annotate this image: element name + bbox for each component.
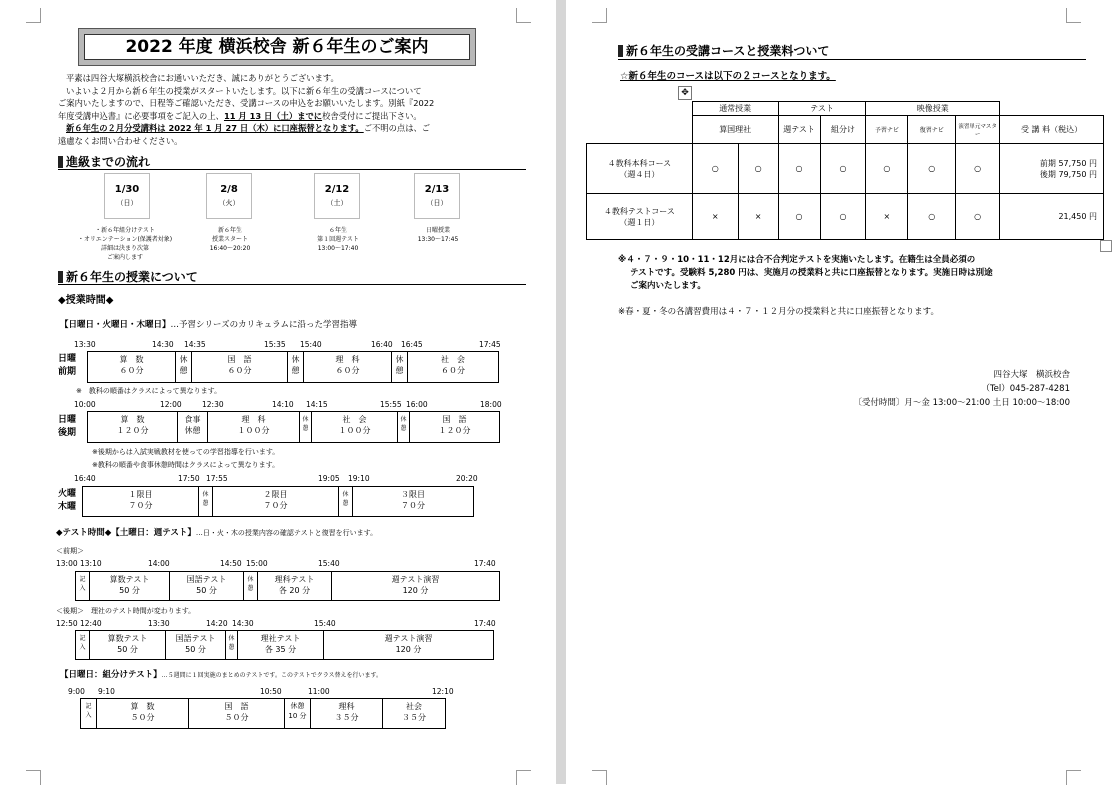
section-heading-classes: 新６年生の授業について — [58, 268, 198, 285]
crop-mark — [26, 770, 41, 785]
availability-mark: ○ — [866, 144, 908, 194]
group-header: テスト — [778, 102, 866, 116]
crop-mark — [516, 770, 531, 785]
table-row — [587, 194, 1104, 240]
page-gap — [556, 0, 566, 784]
schedule-times: 9:00 9:10 10:50 11:00 12:10 — [68, 687, 454, 696]
document-page-2 — [566, 0, 1117, 784]
availability-mark: ○ — [778, 144, 820, 194]
column-header: 組分け — [820, 116, 866, 144]
column-header: 算国理社 — [692, 116, 778, 144]
schedule-cell: 理 科 ６０分 — [304, 352, 392, 382]
schedule-cell: 理科 ３５分 — [311, 699, 383, 728]
course-fee: 前期 57,750 円 後期 79,750 円 — [1000, 144, 1104, 194]
schedule-bar-weekly-test-late — [75, 630, 494, 660]
schedule-cell: 記 入 — [76, 572, 90, 600]
schedule-note: ※後期からは入試実戦教材を使っての学習指導を行います。 ※教科の順番や食事休憩時間はクラスによって異なります。 — [92, 448, 280, 469]
schedule-cell: 週テスト演習 120 分 — [384, 634, 433, 654]
schedule-cell: 週テスト演習 120 分 — [391, 575, 440, 595]
flow-step: 2/13 （日） — [414, 173, 460, 219]
schedule-cell: 算 数 ６０分 — [88, 352, 176, 382]
availability-mark: ○ — [956, 194, 1000, 240]
schedule-bar-sunday-early — [87, 351, 499, 383]
class-test-heading: 【日曜日：組分けテスト】…５週間に１回実施のまとめのテストです。このテストでクラス替えを行います。 — [60, 670, 383, 680]
schedule-times: 10:00 12:00 12:30 14:10 14:15 15:55 16:00 18:00 — [74, 400, 502, 409]
table-resize-handle[interactable] — [1100, 240, 1112, 252]
section-heading-courses: 新６年生の受講コースと授業料ついて — [618, 42, 829, 59]
column-header: 予習ナビ — [866, 116, 908, 144]
availability-mark: ○ — [738, 144, 778, 194]
availability-mark: × — [866, 194, 908, 240]
test-fee-note: ※４・７・９・10・11・12月には合不合判定テストを実施いたします。在籍生は全員必須の テストです。受験料 5,280 円は、実施月の授業料と共に口座振替となります。実施日時は別途 ご案内いたします。 — [618, 255, 993, 291]
intro-line: 遠慮なくお問い合わせください。 — [58, 135, 183, 146]
schedule-cell: 休 憩 — [176, 352, 192, 382]
table-row — [587, 144, 1104, 194]
availability-mark: ○ — [908, 194, 956, 240]
schedule-bar-class-test — [80, 698, 446, 729]
schedule-cell: 休憩 10 分 — [285, 699, 311, 728]
schedule-cell: 算数テスト 50 分 — [90, 572, 170, 600]
flow-step-description: ６年生 第１回週テスト 13:00～17:40 — [317, 227, 359, 252]
schedule-cell: 国 語 ５０分 — [189, 699, 285, 728]
crop-mark — [592, 8, 607, 23]
flow-step-description: 新６年生 授業スタート 16:40～20:20 — [209, 227, 251, 252]
column-header: 週テスト — [778, 116, 820, 144]
schedule-cell: 社 会 ６０分 — [441, 355, 465, 375]
intro-line: 新６年生の２月分受講料は 2022 年 1 月 27 日（木）に口座振替となります。ご不明の点は、ご — [66, 123, 431, 133]
course-subheading: ☆新６年生のコースは以下の２コースとなります。 — [620, 71, 836, 82]
column-header: 復習ナビ — [908, 116, 956, 144]
schedule-cell: 休 憩 — [288, 352, 304, 382]
availability-mark: ○ — [820, 144, 866, 194]
schedule-cell: １限目 ７０分 — [83, 487, 199, 516]
flow-step: 2/8 （火） — [206, 173, 252, 219]
schedule-cell: 算 数 ５０分 — [97, 699, 189, 728]
schedule-row-label: 日曜 後期 — [58, 415, 77, 438]
crop-mark — [516, 8, 531, 23]
intro-paragraph — [58, 72, 528, 147]
flow-step-description: ・新６年組分けテスト ・オリエンテーション(保護者対象) 詳細は決まり次第 ご案内します — [77, 227, 173, 261]
schedule-times: 13:00 13:10 14:00 14:50 15:00 15:40 17:40 — [56, 559, 496, 568]
schedule-cell: 社 会 １００分 — [312, 412, 398, 442]
flow-step-description: 日曜授業 13:30～17:45 — [417, 227, 459, 243]
test-hours-heading: ◆テスト時間◆【土曜日：週テスト】…日・火・木の授業内容の確認テストと復習を行います。 — [56, 528, 378, 538]
seasonal-course-note: ※春・夏・冬の各講習費用は４・７・１２月分の授業料と共に口座振替となります。 — [618, 307, 939, 317]
schedule-cell: 国語テスト 50 分 — [170, 572, 244, 600]
crop-mark — [1066, 770, 1081, 785]
availability-mark: ○ — [956, 144, 1000, 194]
schedule-bar-sunday-late — [87, 411, 500, 443]
schedule-cell: 食事 休憩 — [178, 412, 208, 442]
intro-line: 平素は四谷大塚横浜校舎にお通いいただき、誠にありがとうございます。 — [66, 73, 339, 83]
contact-block: 四谷大塚 横浜校舎 （Tel）045-287-4281 〔受付時間〕月～金 13:00～21:00 土日 10:00～18:00 — [853, 370, 1070, 408]
weekday-class-label: 【日曜日・火曜日・木曜日】…予習シリーズのカリキュラムに沿った学習指導 — [60, 320, 358, 330]
schedule-note: ※ 教科の順番はクラスによって異なります。 — [76, 387, 222, 395]
schedule-times: 16:40 17:50 17:55 19:05 19:10 20:20 — [74, 474, 478, 483]
availability-mark: × — [692, 194, 738, 240]
schedule-row-label: 火曜 木曜 — [58, 489, 77, 512]
schedule-cell: 休 憩 — [199, 487, 213, 516]
section-heading-flow: 進級までの流れ — [58, 153, 150, 170]
schedule-cell: 休 憩 — [398, 412, 410, 442]
intro-line: いよいよ２月から新６年生の授業がスタートいたします。以下に新６年生の受講コースについて — [66, 85, 422, 96]
crop-mark — [26, 8, 41, 23]
course-fee: 21,450 円 — [1000, 194, 1104, 240]
schedule-cell: 記 入 — [81, 699, 97, 728]
schedule-cell: 国 語 ６０分 — [192, 352, 288, 382]
crop-mark — [1066, 8, 1081, 23]
table-move-handle-icon[interactable]: ✥ — [678, 86, 692, 100]
flow-step: 2/12 （土） — [314, 173, 360, 219]
schedule-cell: 休 憩 — [300, 412, 312, 442]
schedule-cell: 算数テスト 50 分 — [90, 631, 166, 659]
schedule-cell: 休 憩 — [339, 487, 353, 516]
schedule-cell: ２限目 ７０分 — [213, 487, 339, 516]
class-hours-heading: ◆授業時間◆ — [58, 295, 114, 306]
schedule-cell: 理 科 １００分 — [208, 412, 300, 442]
schedule-cell: 記 入 — [76, 631, 90, 659]
page-title: 2022 年度 横浜校舎 新６年生のご案内 — [84, 34, 470, 60]
availability-mark: ○ — [692, 144, 738, 194]
schedule-times: 13:30 14:30 14:35 15:35 15:40 16:40 16:45 17:45 — [74, 340, 501, 349]
schedule-cell: 算 数 １２０分 — [88, 412, 178, 442]
intro-line: ご案内いたしますので、日程等ご確認いただき、受講コースの申込をお願いいたします。別紙『2022 — [58, 98, 435, 108]
schedule-cell: 国 語 １２０分 — [438, 415, 471, 435]
flow-step: 1/30 （日） — [104, 173, 150, 219]
schedule-times: 12:50 12:40 13:30 14:20 14:30 15:40 17:40 — [56, 619, 496, 628]
document-page-1 — [0, 0, 556, 784]
crop-mark — [592, 770, 607, 785]
column-header: 演習単元マスター — [956, 116, 1000, 144]
availability-mark: ○ — [820, 194, 866, 240]
schedule-cell: 国語テスト 50 分 — [166, 631, 226, 659]
schedule-bar-weekday — [82, 486, 474, 517]
early-term-label: ＜前期＞ — [56, 547, 84, 555]
fee-header: 受 講 料（税込） — [1000, 116, 1104, 144]
schedule-cell: 理社テスト 各 35 分 — [238, 631, 324, 659]
schedule-row-label: 日曜 前期 — [58, 354, 77, 377]
group-header: 映像授業 — [866, 102, 1000, 116]
availability-mark: × — [738, 194, 778, 240]
course-name: ４教科テストコース （週１日） — [587, 194, 693, 240]
schedule-cell: 休 憩 — [244, 572, 258, 600]
course-name: ４教科本科コース （週４日） — [587, 144, 693, 194]
group-header: 通常授業 — [692, 102, 778, 116]
schedule-cell: ３限目 ７０分 — [401, 490, 425, 510]
availability-mark: ○ — [778, 194, 820, 240]
intro-line: 年度受講申込書』に必要事項をご記入の上、11 月 13 日（土）までに校舎受付にご提出下さい。 — [58, 110, 422, 121]
course-table — [586, 101, 1104, 240]
late-term-label: ＜後期＞ 理社のテスト時間が変わります。 — [56, 607, 196, 615]
availability-mark: ○ — [908, 144, 956, 194]
schedule-bar-weekly-test-early — [75, 571, 500, 601]
schedule-cell: 休 憩 — [392, 352, 408, 382]
schedule-cell: 休 憩 — [226, 631, 238, 659]
schedule-cell: 理科テスト 各 20 分 — [258, 572, 332, 600]
page-title-box — [78, 28, 476, 66]
schedule-cell: 社会 ３５分 — [402, 702, 426, 722]
